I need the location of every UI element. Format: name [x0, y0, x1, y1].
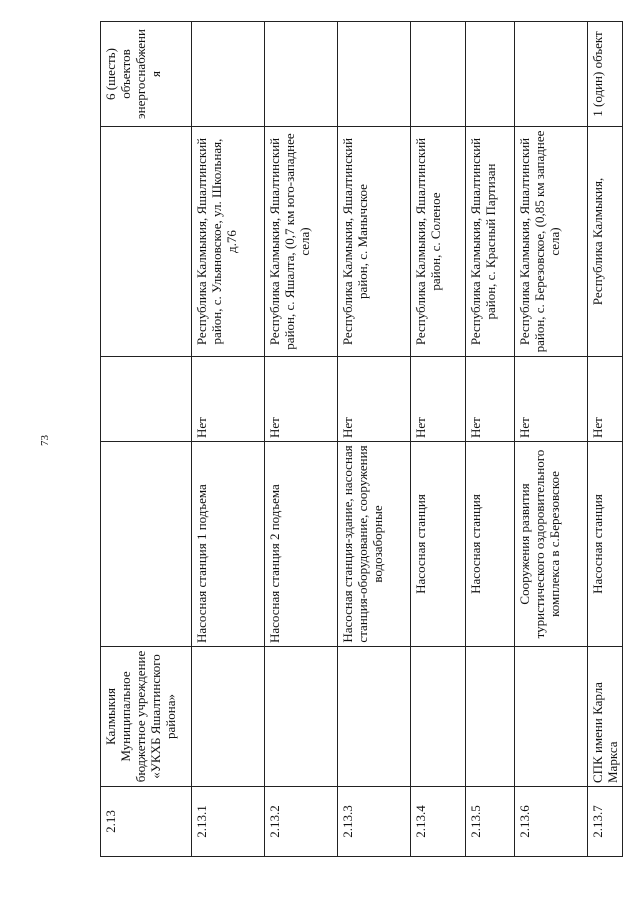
table-row — [101, 22, 192, 857]
cell-organization — [411, 647, 466, 787]
cell-flag: Нет — [411, 357, 466, 442]
rotated-table-container — [100, 22, 620, 857]
page-number: 73 — [39, 435, 51, 446]
cell-flag — [101, 357, 192, 442]
cell-organization — [515, 647, 588, 787]
table-row — [588, 22, 623, 857]
cell-count — [515, 22, 588, 127]
cell-address: Республика Калмыкия, — [588, 127, 623, 357]
cell-organization — [466, 647, 515, 787]
cell-object: Насосная станция — [466, 442, 515, 647]
cell-flag: Нет — [515, 357, 588, 442]
cell-number: 2.13.5 — [466, 787, 515, 857]
cell-flag: Нет — [192, 357, 265, 442]
table-row — [338, 22, 411, 857]
cell-address: Республика Калмыкия, Яшалтинский район, с. Манычское — [338, 127, 411, 357]
table-row — [192, 22, 265, 857]
cell-organization — [338, 647, 411, 787]
cell-number: 2.13.4 — [411, 787, 466, 857]
cell-address — [101, 127, 192, 357]
cell-count: 1 (один) объект — [588, 22, 623, 127]
cell-number: 2.13.7 — [588, 787, 623, 857]
cell-count: 6 (шесть) объектов энергоснабжени я — [101, 22, 192, 127]
cell-flag: Нет — [338, 357, 411, 442]
cell-object: Насосная станция 2 подъема — [265, 442, 338, 647]
cell-number: 2.13.2 — [265, 787, 338, 857]
cell-flag: Нет — [265, 357, 338, 442]
cell-object: Насосная станция-здание, насосная станция-оборудование, сооружения водозаборные — [338, 442, 411, 647]
table-row — [515, 22, 588, 857]
cell-count — [338, 22, 411, 127]
cell-flag: Нет — [588, 357, 623, 442]
cell-object: Насосная станция — [588, 442, 623, 647]
cell-object: Сооружения развития туристического оздоровительного комплекса в с.Березовское — [515, 442, 588, 647]
cell-count — [411, 22, 466, 127]
cell-number: 2.13.6 — [515, 787, 588, 857]
cell-flag: Нет — [466, 357, 515, 442]
cell-organization — [101, 647, 192, 787]
table-row — [411, 22, 466, 857]
cell-object: Насосная станция — [411, 442, 466, 647]
cell-address: Республика Калмыкия, Яшалтинский район, с. Соленое — [411, 127, 466, 357]
cell-address: Республика Калмыкия, Яшалтинский район, с. Березовское, (0,85 км западнее села) — [515, 127, 588, 357]
cell-number: 2.13.1 — [192, 787, 265, 857]
cell-address: Республика Калмыкия, Яшалтинский район, с. Ульяновское, ул. Школьная, д.76 — [192, 127, 265, 357]
cell-address: Республика Калмыкия, Яшалтинский район, с. Яшалта, (0,7 км юго-западнее села) — [265, 127, 338, 357]
table-row — [265, 22, 338, 857]
objects-table — [100, 21, 623, 857]
cell-count — [466, 22, 515, 127]
org-name-text: Муниципальное бюджетное учреждение «УКХБ Яшалтинского района» — [118, 650, 178, 783]
cell-object — [101, 442, 192, 647]
org-region-text: Калмыкия — [103, 687, 118, 746]
cell-organization — [265, 647, 338, 787]
cell-object: Насосная станция 1 подъема — [192, 442, 265, 647]
cell-address: Республика Калмыкия, Яшалтинский район, с. Красный Партизан — [466, 127, 515, 357]
cell-number: 2.13 — [101, 787, 192, 857]
cell-organization: СПК имени Карла Маркса — [588, 647, 623, 787]
cell-number: 2.13.3 — [338, 787, 411, 857]
cell-organization — [192, 647, 265, 787]
table-row — [466, 22, 515, 857]
cell-count — [192, 22, 265, 127]
cell-count — [265, 22, 338, 127]
